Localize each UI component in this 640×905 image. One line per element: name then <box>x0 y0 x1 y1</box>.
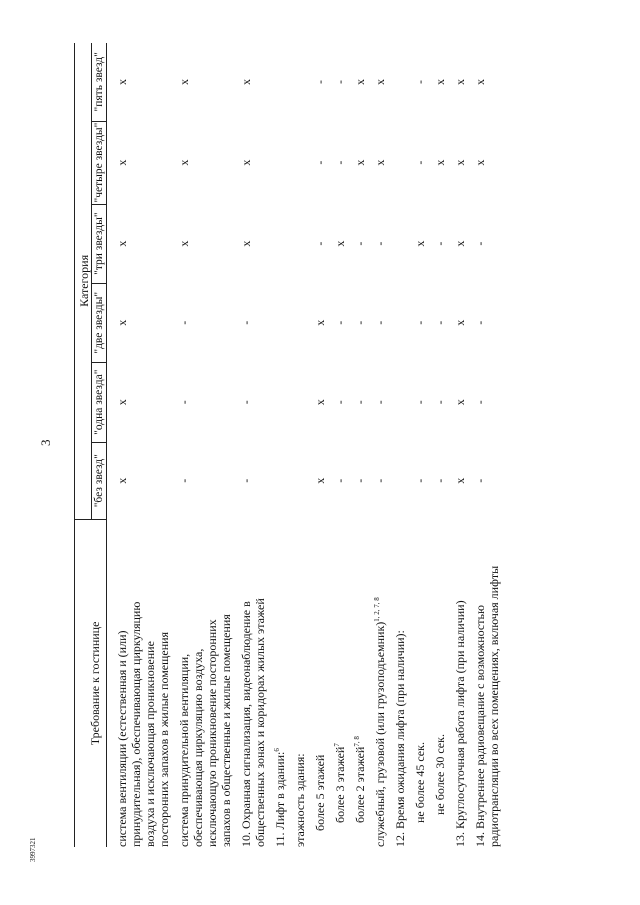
category-mark: x <box>177 159 191 166</box>
category-mark: - <box>313 160 327 165</box>
table-row <box>287 43 307 847</box>
category-mark: - <box>413 400 427 405</box>
category-mark: x <box>115 477 129 484</box>
category-mark: - <box>353 400 367 405</box>
category-mark: x <box>453 319 467 326</box>
category-mark: - <box>353 320 367 325</box>
category-mark <box>387 442 407 519</box>
table-row <box>307 43 327 847</box>
category-mark: x <box>453 159 467 166</box>
category-mark: - <box>353 478 367 483</box>
category-mark: - <box>473 478 487 483</box>
table-row <box>447 43 467 847</box>
category-mark: - <box>333 160 347 165</box>
table-row <box>233 43 267 847</box>
category-mark: x <box>373 159 387 166</box>
category-mark: x <box>353 159 367 166</box>
category-mark <box>267 442 287 519</box>
table-row <box>387 43 407 847</box>
footnote-reference: 6 <box>273 748 281 752</box>
category-mark <box>287 43 307 121</box>
category-mark: x <box>313 477 327 484</box>
requirements-table <box>74 43 501 847</box>
requirement-cell <box>171 519 233 847</box>
category-mark <box>267 283 287 362</box>
category-mark: - <box>473 320 487 325</box>
requirement-cell <box>387 519 407 847</box>
category-mark: x <box>115 240 129 247</box>
category-mark: x <box>333 240 347 247</box>
category-mark: - <box>313 241 327 246</box>
category-mark: x <box>115 79 129 86</box>
category-column-1: "одна звезда" <box>92 362 107 442</box>
category-mark: - <box>473 400 487 405</box>
requirement-header: Требование к гостинице <box>75 519 107 847</box>
category-mark <box>387 204 407 283</box>
category-mark <box>287 121 307 204</box>
category-mark: x <box>433 159 447 166</box>
category-mark: - <box>239 400 253 405</box>
requirement-line: 13. Круглосуточная работа лифта (при наличии) <box>453 600 467 847</box>
table-row <box>407 43 427 847</box>
requirement-cell <box>347 519 367 847</box>
category-mark: - <box>373 241 387 246</box>
category-mark: - <box>333 80 347 85</box>
requirement-line: система принудительной вентиляции, <box>177 653 191 847</box>
category-mark: - <box>433 241 447 246</box>
category-mark: - <box>239 478 253 483</box>
category-mark: x <box>453 477 467 484</box>
category-mark <box>387 43 407 121</box>
page-number: 3 <box>38 439 53 446</box>
category-mark <box>267 362 287 442</box>
category-mark: x <box>413 240 427 247</box>
category-mark: x <box>433 79 447 86</box>
category-mark: - <box>413 320 427 325</box>
requirement-line: обеспечивающая циркуляцию воздуха, <box>191 648 205 847</box>
category-mark <box>387 362 407 442</box>
category-mark: x <box>453 399 467 406</box>
category-mark: x <box>373 79 387 86</box>
category-mark: x <box>353 79 367 86</box>
table-row <box>171 43 233 847</box>
category-mark <box>387 121 407 204</box>
category-mark: - <box>413 160 427 165</box>
footnote-reference: 7, 8 <box>353 736 361 747</box>
requirement-line: 10. Охранная сигнализация, видеонаблюдение в <box>239 601 253 847</box>
category-mark: - <box>433 320 447 325</box>
category-mark <box>287 204 307 283</box>
category-mark: x <box>239 159 253 166</box>
category-mark: - <box>177 478 191 483</box>
category-mark: - <box>433 400 447 405</box>
table-row <box>367 43 387 847</box>
category-mark: - <box>373 478 387 483</box>
requirements-table-container <box>74 43 554 847</box>
requirement-line: 12. Время ожидания лифта (при наличии): <box>393 630 407 847</box>
requirement-cell <box>447 519 467 847</box>
requirement-line: принудительная), обеспечивающая циркуляцию <box>129 601 143 847</box>
category-mark: x <box>453 240 467 247</box>
requirement-line: не более 45 сек. <box>413 742 427 823</box>
table-row <box>467 43 501 847</box>
requirement-cell <box>267 519 287 847</box>
requirement-line: радиотрансляции во всех помещениях, включая лифты <box>487 565 501 847</box>
table-row <box>107 43 172 847</box>
table-row <box>427 43 447 847</box>
requirement-line: более 2 этажей$^{7, 8}$ <box>353 736 367 823</box>
requirement-cell <box>107 519 172 847</box>
document-code: 3997321 <box>29 837 37 862</box>
table-row <box>267 43 287 847</box>
requirement-line: этажность здания: <box>293 753 307 847</box>
category-mark: - <box>313 80 327 85</box>
requirement-cell <box>367 519 387 847</box>
requirements-body <box>107 43 502 847</box>
requirement-cell <box>233 519 267 847</box>
category-mark: x <box>473 79 487 86</box>
category-mark: - <box>473 241 487 246</box>
table-row <box>327 43 347 847</box>
category-mark <box>387 283 407 362</box>
category-mark: - <box>239 320 253 325</box>
requirement-line: запахов в общественные и жилые помещения <box>219 614 233 847</box>
category-mark: x <box>115 319 129 326</box>
requirement-line: более 5 этажей <box>313 754 327 831</box>
requirement-line: посторонних запахов в жилые помещения <box>157 631 171 847</box>
category-mark <box>267 43 287 121</box>
requirement-cell <box>427 519 447 847</box>
category-mark: - <box>333 400 347 405</box>
category-mark: - <box>413 478 427 483</box>
category-header: Категория <box>75 43 92 519</box>
category-mark: x <box>313 399 327 406</box>
table-row <box>347 43 367 847</box>
category-mark <box>287 362 307 442</box>
category-mark: x <box>239 79 253 86</box>
category-mark: - <box>433 478 447 483</box>
category-mark: - <box>177 320 191 325</box>
requirement-line: не более 30 сек. <box>433 734 447 815</box>
requirement-line: общественных зонах и коридорах жилых этажей <box>253 598 267 847</box>
category-mark <box>267 121 287 204</box>
category-mark: - <box>177 400 191 405</box>
footnote-reference: 1, 2, 7, 8 <box>373 597 381 622</box>
requirement-cell <box>407 519 427 847</box>
requirement-line: исключающую проникновение посторонних <box>205 619 219 847</box>
category-column-5: "пять звезд" <box>92 43 107 121</box>
footnote-reference: 7 <box>333 743 341 747</box>
category-mark: x <box>239 240 253 247</box>
requirement-cell <box>327 519 347 847</box>
category-column-4: "четыре звезды" <box>93 122 105 203</box>
category-mark: - <box>333 478 347 483</box>
requirement-cell <box>287 519 307 847</box>
category-mark: x <box>453 79 467 86</box>
category-column-2: "две звезды" <box>92 283 107 362</box>
category-mark: - <box>353 241 367 246</box>
category-mark <box>287 283 307 362</box>
requirement-cell <box>307 519 327 847</box>
category-mark: x <box>177 240 191 247</box>
category-mark <box>287 442 307 519</box>
category-mark: x <box>115 159 129 166</box>
requirement-line: служебный, грузовой (или грузоподъемник)$^{1, 2, 7, 8}$ <box>373 597 387 847</box>
requirement-cell <box>467 519 501 847</box>
category-mark: x <box>313 319 327 326</box>
requirement-line: 11. Лифт в здании:$^6$ <box>273 748 287 847</box>
requirement-line: 14. Внутреннее радиовещание с возможностью <box>473 605 487 847</box>
category-column-0: "без звезд" <box>92 442 107 519</box>
category-mark <box>267 204 287 283</box>
category-mark: - <box>373 400 387 405</box>
category-mark: x <box>115 399 129 406</box>
requirement-line: более 3 этажей$^7$ <box>333 743 347 823</box>
category-mark: x <box>177 79 191 86</box>
category-mark: - <box>373 320 387 325</box>
requirement-line: система вентиляции (естественная и (или) <box>115 630 129 847</box>
category-mark: - <box>413 80 427 85</box>
category-column-3: "три звезды" <box>92 204 107 283</box>
category-mark: x <box>473 159 487 166</box>
category-mark: - <box>333 320 347 325</box>
requirement-line: воздуха и исключающая проникновение <box>143 641 157 847</box>
